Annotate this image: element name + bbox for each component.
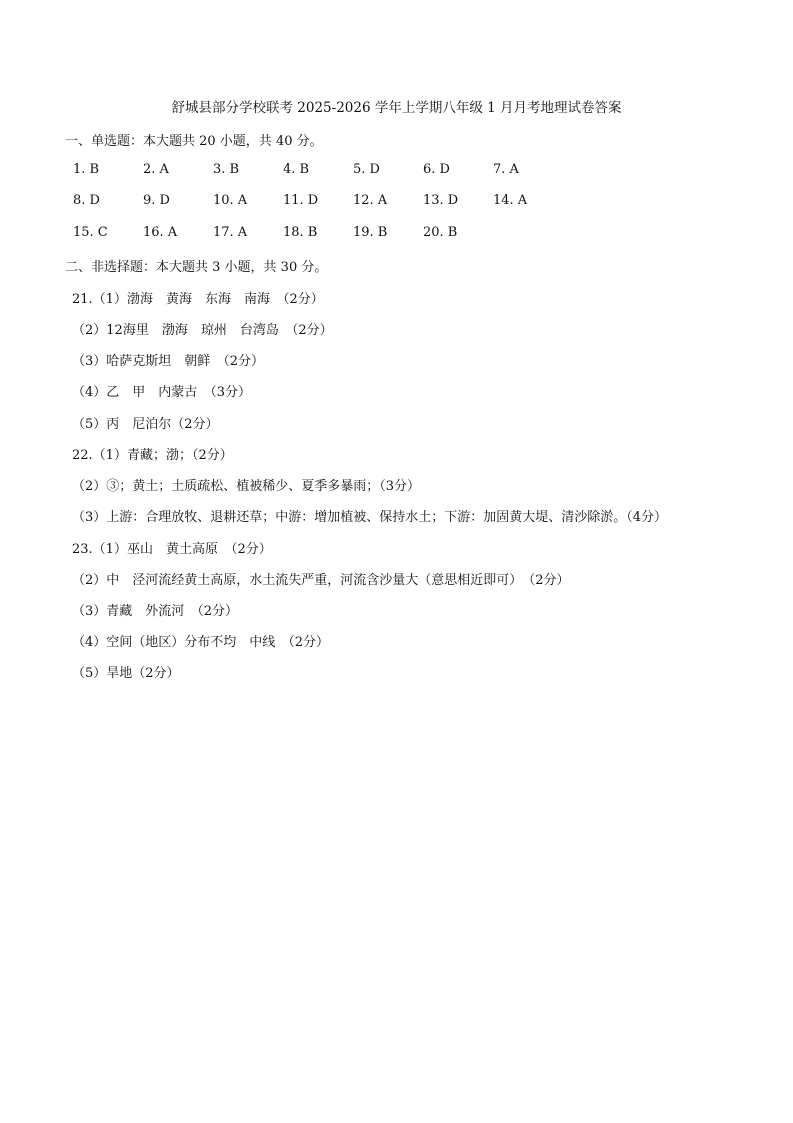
choice-answer: 9. D: [143, 193, 170, 208]
answer-line: （2）12海里 渤海 琼州 台湾岛 （2分）: [72, 323, 333, 338]
document-title: 舒城县部分学校联考 2025-2026 学年上学期八年级 1 月月考地理试卷答案: [171, 100, 622, 116]
choice-answer: 15. C: [73, 225, 108, 240]
answer-line: （5）丙 尼泊尔（2分）: [72, 417, 219, 432]
choice-answer: 12. A: [353, 193, 388, 208]
choice-answer: 11. D: [283, 193, 319, 208]
choice-answer: 3. B: [213, 162, 240, 177]
choice-answer: 7. A: [493, 162, 519, 177]
choice-answer-row: [73, 225, 713, 243]
answer-line: （4）乙 甲 内蒙古 （3分）: [72, 385, 252, 400]
section-heading-single-choice: 一、单选题：本大题共 20 小题，共 40 分。: [65, 134, 323, 149]
choice-answer: 5. D: [353, 162, 380, 177]
answer-line: （3）哈萨克斯坦 朝鲜 （2分）: [72, 354, 265, 369]
answer-line: （5）旱地（2分）: [72, 666, 180, 681]
choice-answer: 17. A: [213, 225, 248, 240]
choice-answer: 14. A: [493, 193, 528, 208]
choice-answer: 18. B: [283, 225, 318, 240]
choice-answer: 19. B: [353, 225, 388, 240]
choice-answer-row: [73, 193, 713, 211]
choice-answer: 2. A: [143, 162, 169, 177]
choice-answer: 10. A: [213, 193, 248, 208]
choice-answer-row: [73, 162, 713, 180]
section-heading-non-choice: 二、非选择题：本大题共 3 小题，共 30 分。: [65, 260, 328, 275]
choice-answer: 4. B: [283, 162, 310, 177]
choice-answer: 8. D: [73, 193, 100, 208]
choice-answer: 1. B: [73, 162, 100, 177]
choice-answer: 16. A: [143, 225, 178, 240]
answer-line: （2）③；黄土；土质疏松、植被稀少、夏季多暴雨；（3分）: [72, 479, 421, 494]
answer-line: 23.（1）巫山 黄土高原 （2分）: [72, 542, 272, 557]
answer-line: 22.（1）青藏；渤；（2分）: [72, 448, 233, 463]
answer-line: （3）上游：合理放牧、退耕还草；中游：增加植被、保持水土；下游：加固黄大堤、清沙除淤。（4分）: [72, 510, 668, 525]
choice-answer: 13. D: [423, 193, 459, 208]
choice-answer: 20. B: [423, 225, 458, 240]
answer-line: （4）空间（地区）分布不均 中线 （2分）: [72, 635, 330, 650]
answer-line: （3）青藏 外流河 （2分）: [72, 604, 239, 619]
choice-answer: 6. D: [423, 162, 450, 177]
answer-line: （2）中 泾河流经黄土高原，水土流失严重，河流含沙量大（意思相近即可） （2分）: [72, 573, 570, 588]
answer-line: 21.（1）渤海 黄海 东海 南海 （2分）: [72, 292, 324, 307]
